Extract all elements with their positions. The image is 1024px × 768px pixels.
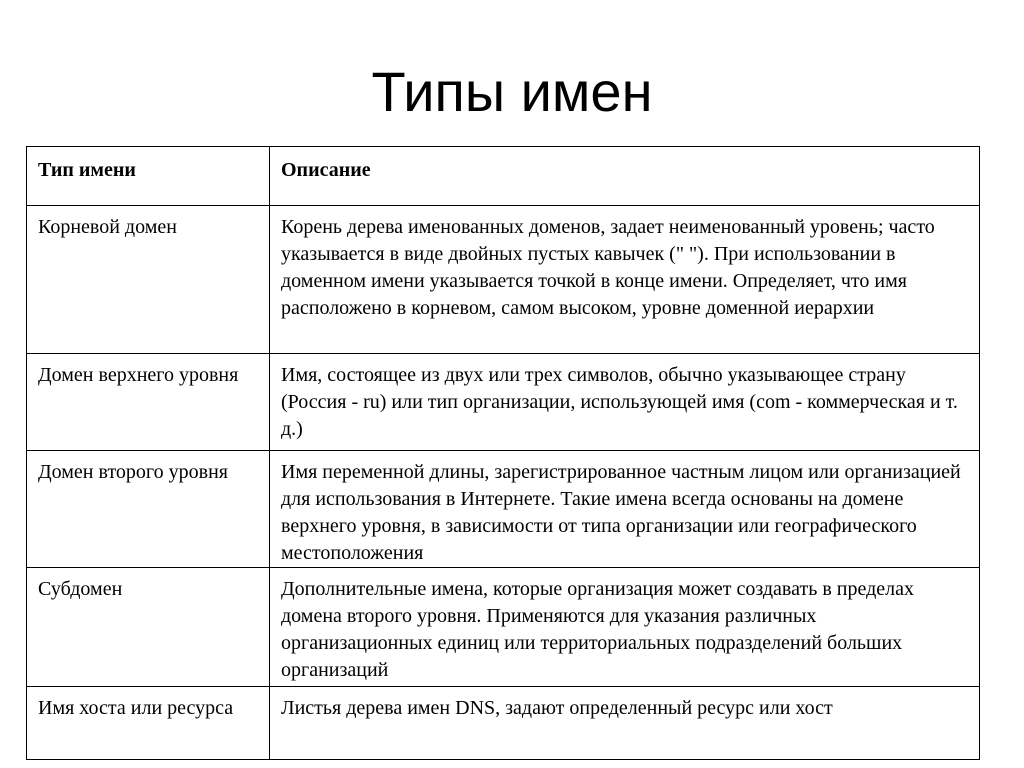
cell-type: Домен второго уровня — [27, 451, 270, 568]
table-header-row — [27, 147, 980, 206]
table-row — [27, 451, 980, 568]
cell-description: Листья дерева имен DNS, задают определенный ресурс или хост — [270, 687, 980, 760]
cell-type: Корневой домен — [27, 206, 270, 354]
table-row — [27, 206, 980, 354]
table-row — [27, 687, 980, 760]
header-description: Описание — [270, 147, 980, 206]
slide-title: Типы имен — [371, 60, 653, 123]
cell-type: Домен верхнего уровня — [27, 354, 270, 451]
cell-description: Дополнительные имена, которые организация может создавать в пределах домена второго уровня. Применяются для указания различных организационных единиц или территориальных подразделений больших организаций — [270, 568, 980, 687]
cell-description: Имя, состоящее из двух или трех символов, обычно указывающее страну (Россия - ru) или тип организации, использующей имя (com - коммерческая и т. д.) — [270, 354, 980, 451]
cell-description: Корень дерева именованных доменов, задает неименованный уровень; часто указывается в виде двойных пустых кавычек (" "). При использовании в доменном имени указывается точкой в конце имени. Определяет, что имя расположено в корневом, самом высоком, уровне доменной иерархии — [270, 206, 980, 354]
name-types-table — [26, 146, 980, 760]
header-type: Тип имени — [27, 147, 270, 206]
cell-type: Имя хоста или ресурса — [27, 687, 270, 760]
cell-description: Имя переменной длины, зарегистрированное частным лицом или организацией для использования в Интернете. Такие имена всегда основаны на домене верхнего уровня, в зависимости от типа организации или географического местоположения — [270, 451, 980, 568]
table-row — [27, 568, 980, 687]
cell-type: Субдомен — [27, 568, 270, 687]
table-row — [27, 354, 980, 451]
